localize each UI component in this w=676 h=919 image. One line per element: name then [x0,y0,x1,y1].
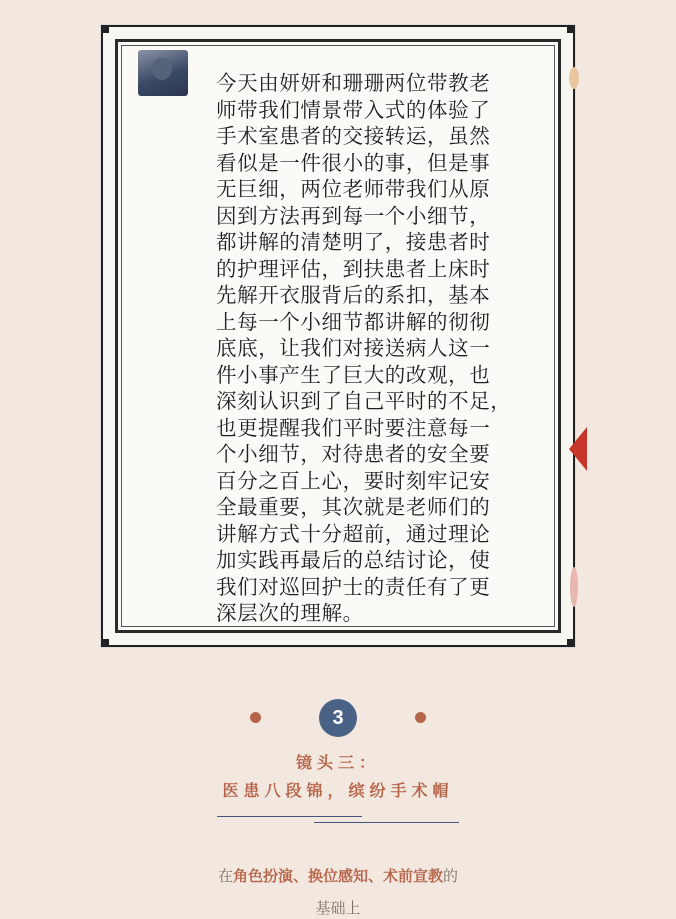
section-title-line1: 镜头三： [295,753,380,772]
frame-corner [567,25,575,33]
frame-corner [101,639,109,647]
paragraph-highlight: 角色扮演、换位感知、术前宣教 [232,867,443,885]
paragraph-suffix: 的 [443,867,459,885]
section-number-badge: 3 [319,699,357,737]
divider-line [314,822,459,823]
decor-dot-left [250,712,261,723]
post-text: 今天由妍妍和珊珊两位带教老 师带我们情景带入式的体验了 手术室患者的交接转运，虽然 看似是一件很小的事，但是事 无巨细，两位老师带我们从原 因到方法再到每一个小细节， 都讲解的清楚明了，接患者时 的护理评估，到扶患者上床时 先解开衣服背后的系扣，基本 上每一个小细节都讲解的彻彻 底底，让我们对接送病人这一 件小事产生了巨大的改观，也 深刻认识到了自己平时的不足， 也更提醒我们平时要注意每一 个小细节，对待患者的安全要 百分之百上心，要时刻牢记安 全最重要，其次就是老师们的 讲解方式十分超前，通过理论 加实践再最后的总结讨论，使 我们对巡回护士的责任有了更 深层次的理解。 [216,71,512,625]
paragraph-line2: 基础上 [315,899,361,917]
frame-corner [567,639,575,647]
paragraph-prefix: 在 [217,867,233,885]
divider-line [217,816,362,817]
red-flower-decoration [569,427,587,471]
avatar [138,50,188,96]
photo-border [115,39,561,633]
frame-corner [101,25,109,33]
flower-decoration [570,567,578,607]
paragraph-line1 [0,865,676,886]
flower-decoration [569,67,579,89]
decor-dot-right [415,712,426,723]
section-title-line2: 医患八段锦，缤纷手术帽 [222,781,454,800]
chat-screenshot-photo [101,25,575,647]
